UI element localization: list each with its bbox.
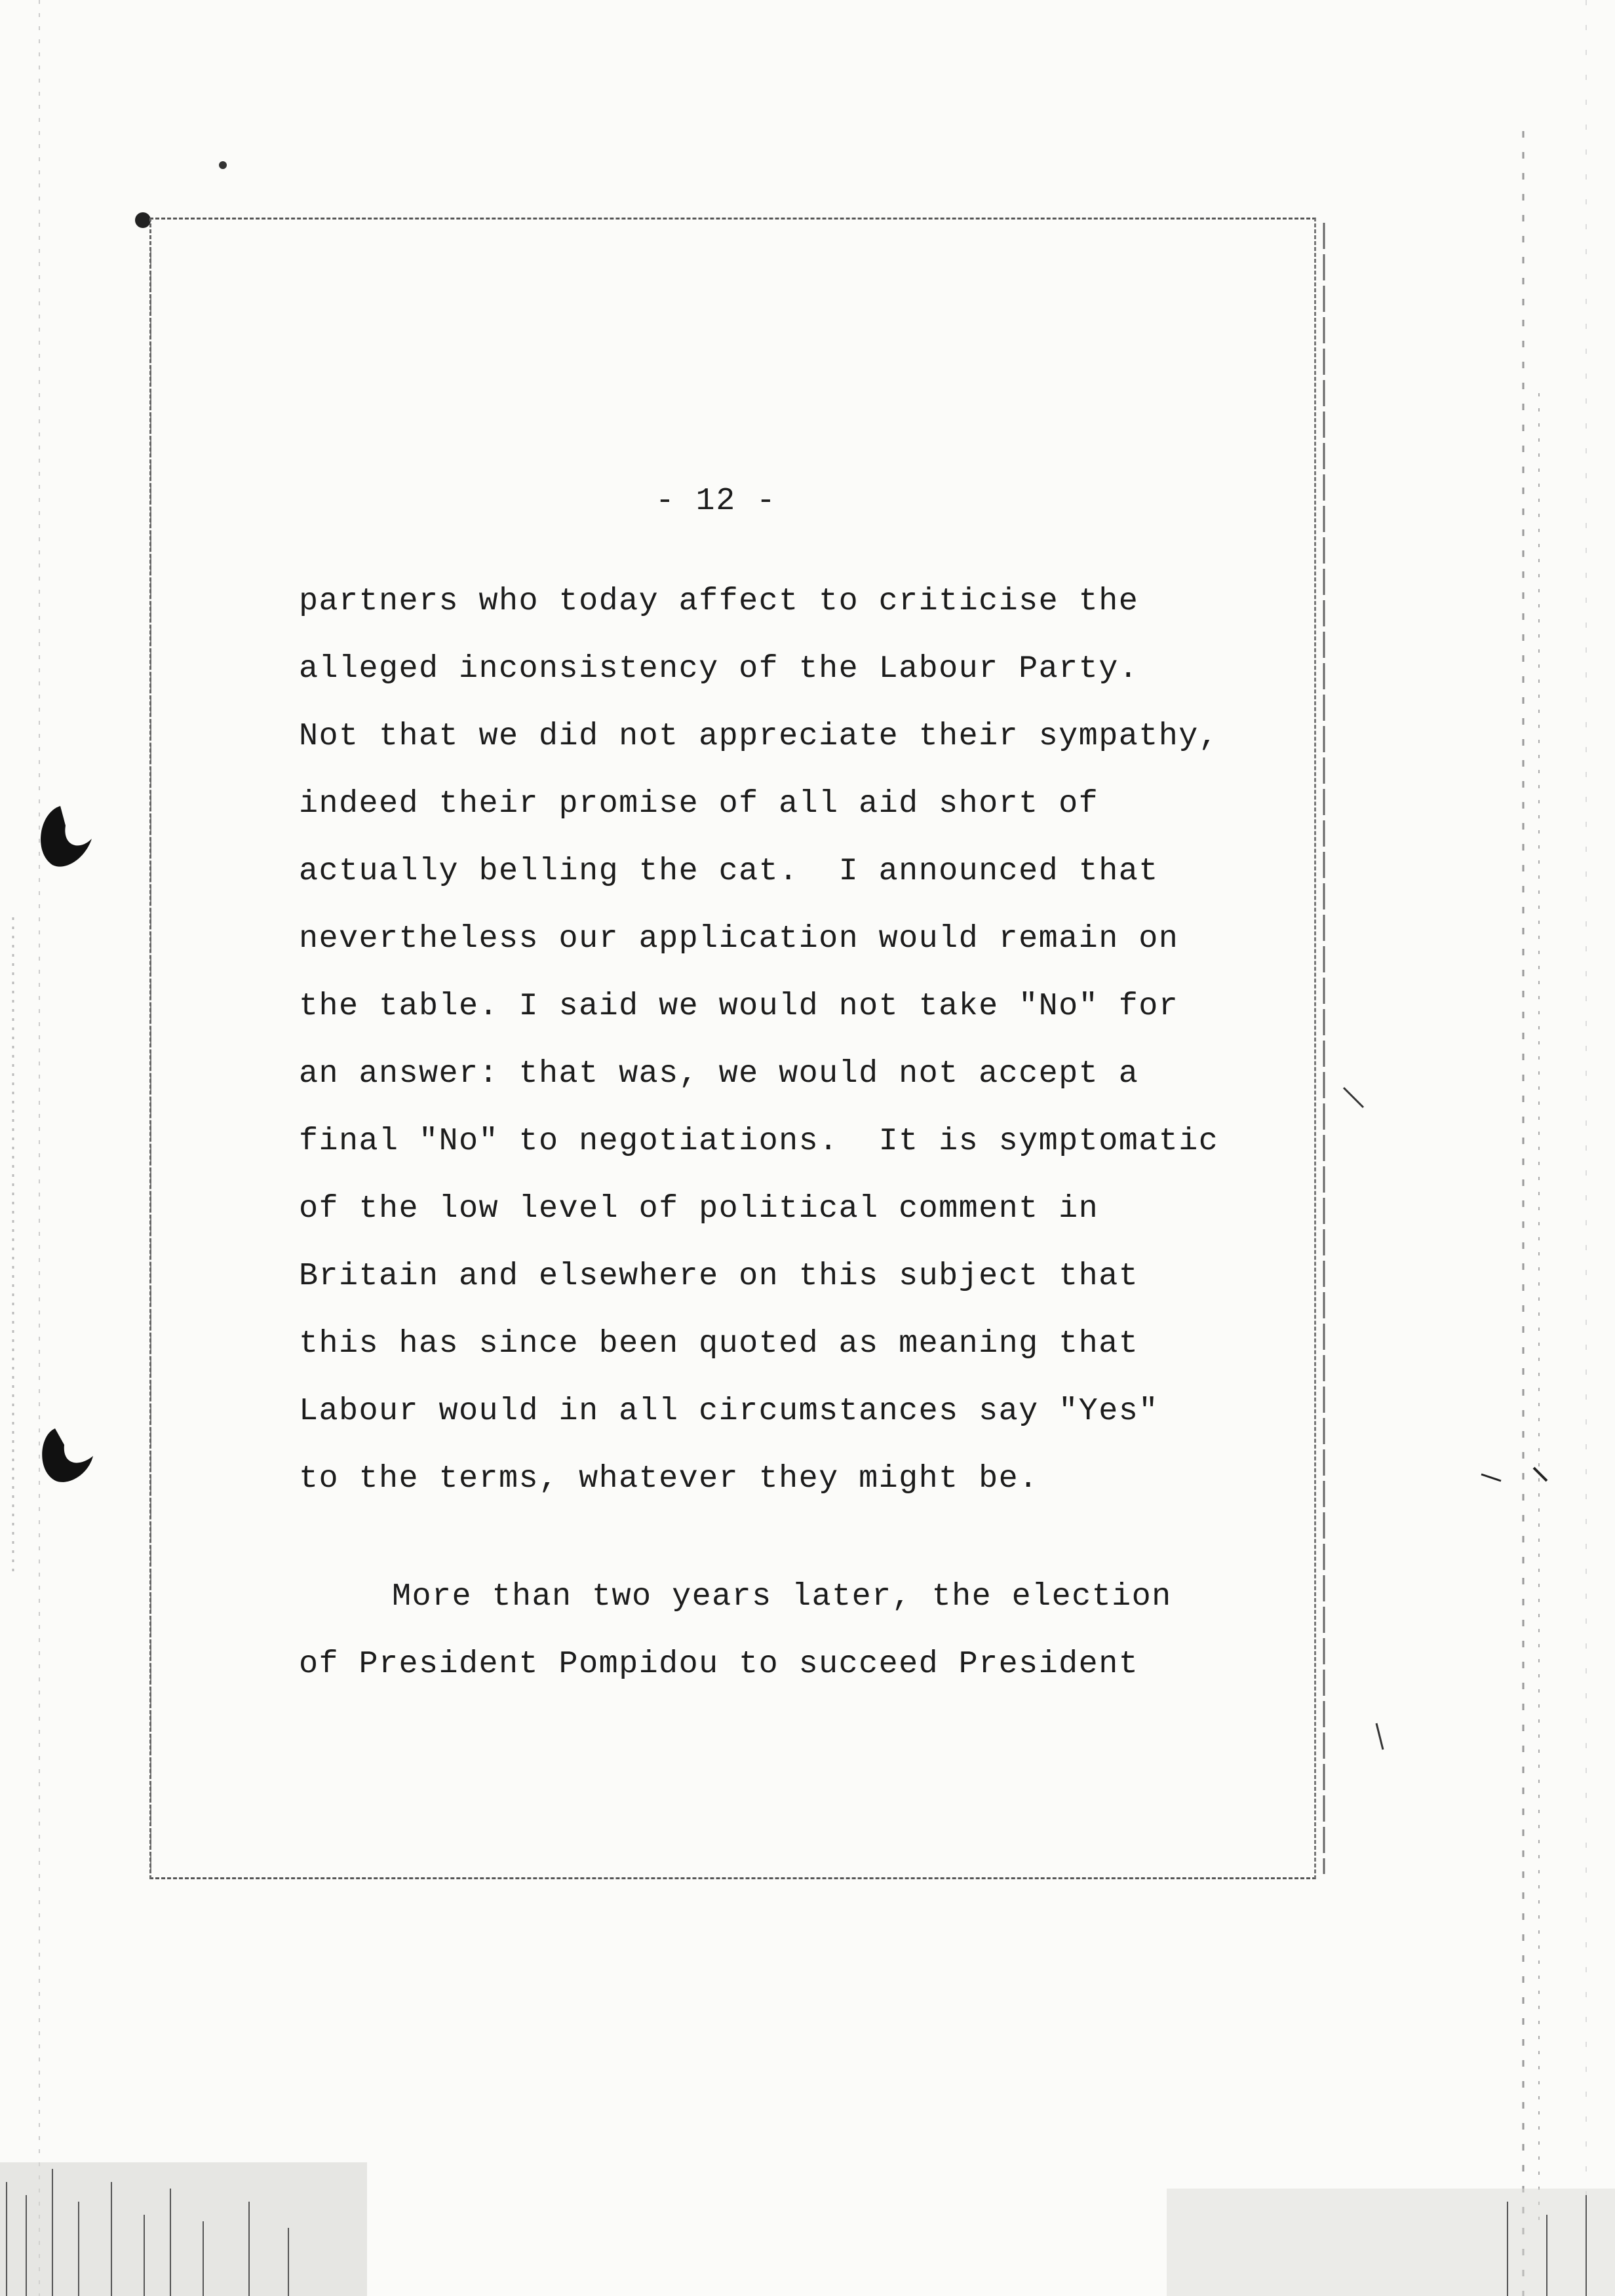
text-line: an answer: that was, we would not accept a [299,1056,1139,1092]
text-line: indeed their promise of all aid short of [299,786,1099,822]
text-line: nevertheless our application would remain on [299,921,1179,957]
punch-hole-mark [41,806,92,867]
page-border [149,218,1316,1879]
text-line: the table. I said we would not take "No" for [299,988,1179,1024]
text-line: actually belling the cat. I announced that [299,853,1159,889]
text-line: alleged inconsistency of the Labour Party. [299,651,1139,687]
text-line: to the terms, whatever they might be. [299,1461,1039,1497]
punch-hole-mark [42,1428,93,1482]
text-line: this has since been quoted as meaning that [299,1326,1139,1362]
page-number: - 12 - [655,484,777,519]
text-line: of President Pompidou to succeed President [299,1646,1139,1682]
text-line: Not that we did not appreciate their sympathy, [299,718,1219,754]
text-line: More than two years later, the election [392,1578,1172,1615]
text-line: Britain and elsewhere on this subject that [299,1258,1139,1294]
text-line: final "No" to negotiations. It is symptomatic [299,1123,1219,1159]
text-line: Labour would in all circumstances say "Yes" [299,1393,1159,1429]
text-line: partners who today affect to criticise the [299,583,1139,619]
text-line: of the low level of political comment in [299,1191,1099,1227]
